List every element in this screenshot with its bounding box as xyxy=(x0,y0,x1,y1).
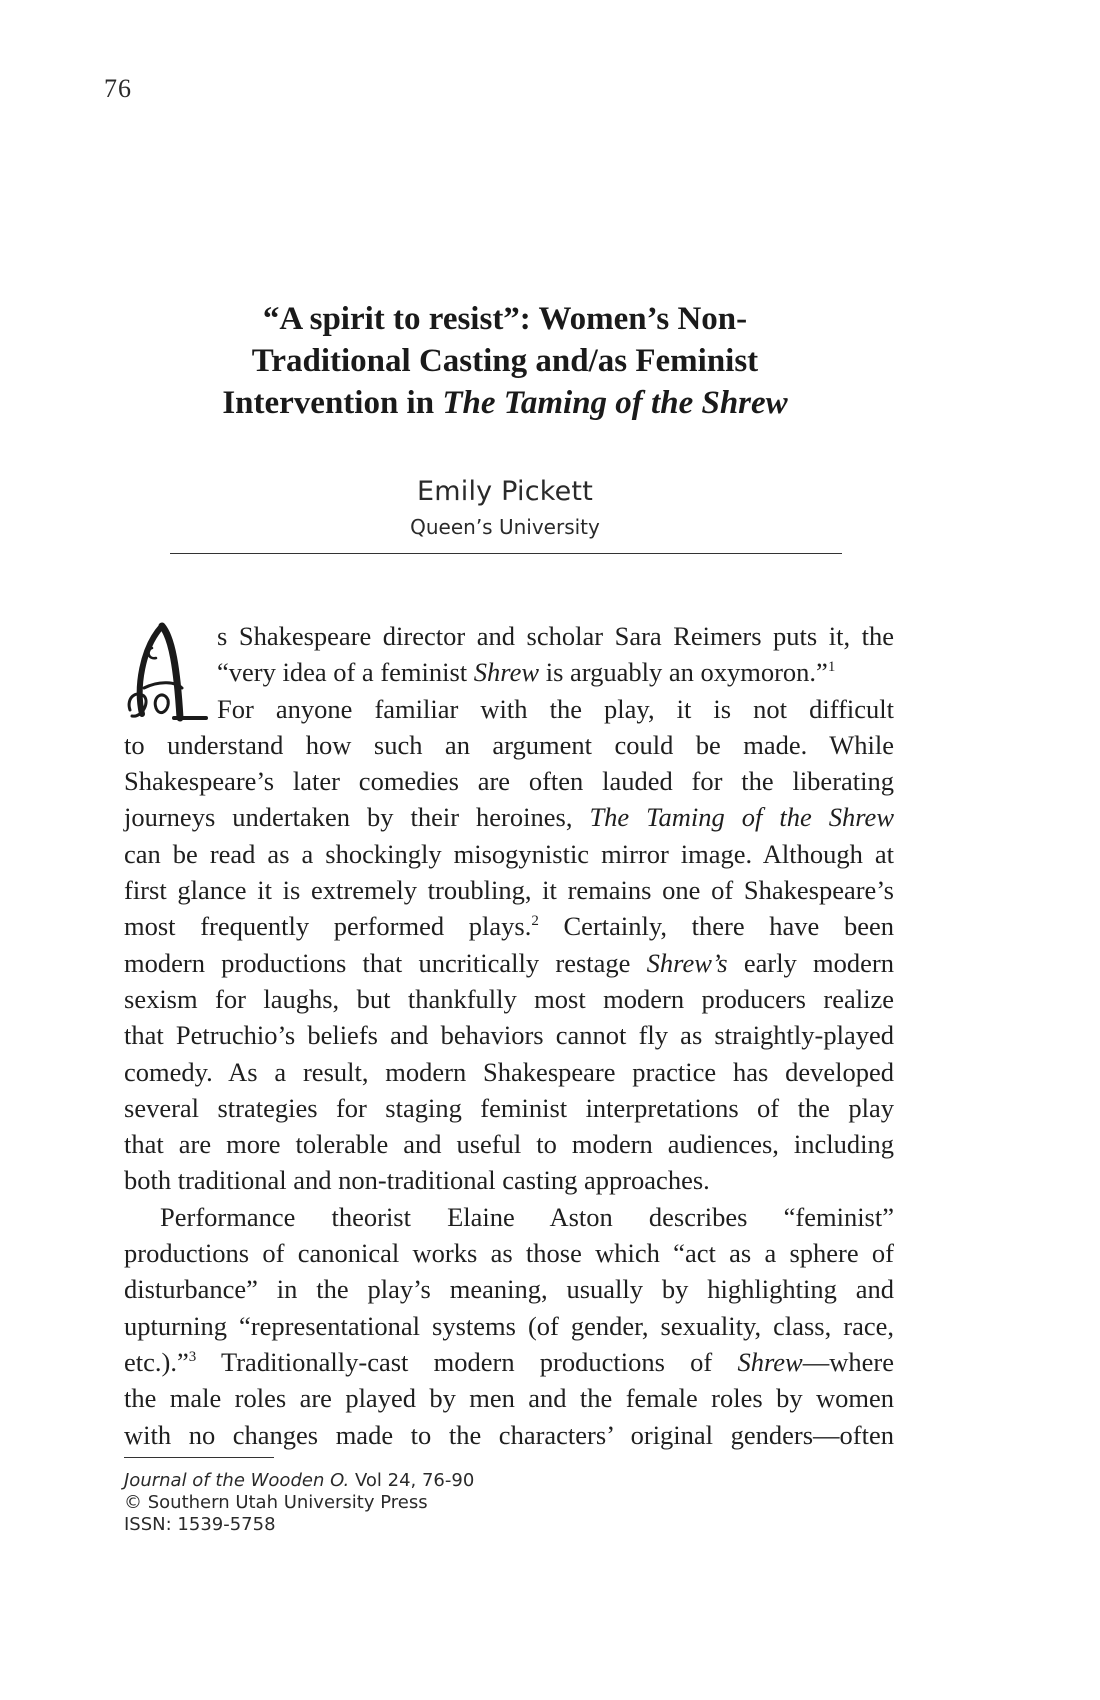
body-line xyxy=(124,1017,894,1053)
body-line xyxy=(124,945,894,981)
body-line xyxy=(124,1054,894,1090)
italic-text: Shrew’s xyxy=(646,947,728,978)
text-run: can be read as a shockingly misogynistic mirror image. Although at xyxy=(124,838,894,869)
text-run: Traditionally-cast modern productions of xyxy=(196,1346,738,1377)
body-line xyxy=(124,836,894,872)
body-line xyxy=(124,1271,894,1307)
text-run: that are more tolerable and useful to modern audiences, including xyxy=(124,1129,894,1160)
italic-text: The Taming of the Shrew xyxy=(589,802,894,833)
body-line xyxy=(124,908,894,944)
body-line xyxy=(124,1380,894,1416)
journal-citation xyxy=(124,1470,474,1492)
text-run: disturbance” in the play’s meaning, usually by highlighting and xyxy=(124,1274,894,1305)
text-run: is arguably an oxymoron.” xyxy=(539,657,828,688)
text-run: modern productions that uncritically restage xyxy=(124,947,647,978)
body-line xyxy=(124,1162,894,1198)
journal-name: Journal of the Wooden O. xyxy=(124,1470,350,1491)
footnote-marker: 2 xyxy=(531,913,539,930)
page-footer xyxy=(124,1470,474,1536)
author-affiliation: Queen’s University xyxy=(410,515,600,539)
body-line xyxy=(124,1199,894,1235)
body-line xyxy=(217,691,894,727)
title-play-name: The Taming of the Shrew xyxy=(442,385,788,421)
copyright-line: © Southern Utah University Press xyxy=(124,1492,428,1513)
text-run: both traditional and non-traditional casting approaches. xyxy=(124,1165,710,1196)
body-line xyxy=(124,1308,894,1344)
footnote-marker: 3 xyxy=(188,1348,197,1365)
text-run: with no changes made to the characters’ original genders—often xyxy=(124,1419,894,1450)
body-line xyxy=(124,1090,894,1126)
text-run: early modern xyxy=(727,947,894,978)
body-line xyxy=(217,618,894,654)
text-run: Shakespeare’s later comedies are often lauded for the liberating xyxy=(124,766,894,797)
text-run: “very idea of a feminist xyxy=(217,657,474,688)
text-run: the male roles are played by men and the female roles by women xyxy=(124,1383,894,1414)
author-name: Emily Pickett xyxy=(416,476,594,507)
text-run: comedy. As a result, modern Shakespeare practice has developed xyxy=(124,1056,894,1087)
body-line xyxy=(124,872,894,908)
title-line-3 xyxy=(160,382,850,424)
text-run: first glance it is extremely troubling, it remains one of Shakespeare’s xyxy=(124,875,894,906)
text-run: productions of canonical works as those which “act as a sphere of xyxy=(124,1238,894,1269)
title-divider xyxy=(170,553,842,554)
text-run: upturning “representational systems (of gender, sexuality, class, race, xyxy=(124,1310,894,1341)
body-line xyxy=(124,763,894,799)
body-line xyxy=(124,981,894,1017)
body-line xyxy=(124,1417,894,1453)
text-run: Performance theorist Elaine Aston describes “feminist” xyxy=(160,1201,894,1232)
italic-text: Shrew xyxy=(473,657,540,688)
body-line xyxy=(124,1126,894,1162)
body-line xyxy=(124,1344,894,1380)
text-run: journeys undertaken by their heroines, xyxy=(124,802,590,833)
issn-line: ISSN: 1539-5758 xyxy=(124,1514,276,1535)
journal-volume: Vol 24, 76-90 xyxy=(349,1470,475,1491)
article-body xyxy=(124,618,894,1453)
italic-text: Shrew xyxy=(737,1346,803,1377)
text-run: etc.).” xyxy=(124,1346,189,1377)
body-line xyxy=(124,799,894,835)
footnote-marker: 1 xyxy=(827,659,836,676)
title-line-2: Traditional Casting and/as Feminist xyxy=(251,343,759,379)
footnote-divider xyxy=(124,1457,274,1458)
title-line-3-prefix: Intervention in xyxy=(222,385,443,421)
title-line-1: “A spirit to resist”: Women’s Non- xyxy=(262,301,748,337)
body-line xyxy=(217,654,894,690)
page-number: 76 xyxy=(104,74,132,103)
body-line xyxy=(124,727,894,763)
text-run: to understand how such an argument could be made. While xyxy=(124,729,894,760)
text-run: most frequently performed plays. xyxy=(124,911,532,942)
text-run: For anyone familiar with the play, it is not difficult xyxy=(217,693,894,724)
text-run: s Shakespeare director and scholar Sara Reimers puts it, the xyxy=(217,621,894,651)
text-run: sexism for laughs, but thankfully most modern producers realize xyxy=(124,983,894,1014)
article-title xyxy=(160,298,850,424)
text-run: several strategies for staging feminist interpretations of the play xyxy=(124,1092,894,1123)
text-run: that Petruchio’s beliefs and behaviors cannot fly as straightly-played xyxy=(124,1020,894,1051)
text-run: Certainly, there have been xyxy=(538,911,895,942)
text-run: —where xyxy=(802,1346,894,1377)
body-line xyxy=(124,1235,894,1271)
